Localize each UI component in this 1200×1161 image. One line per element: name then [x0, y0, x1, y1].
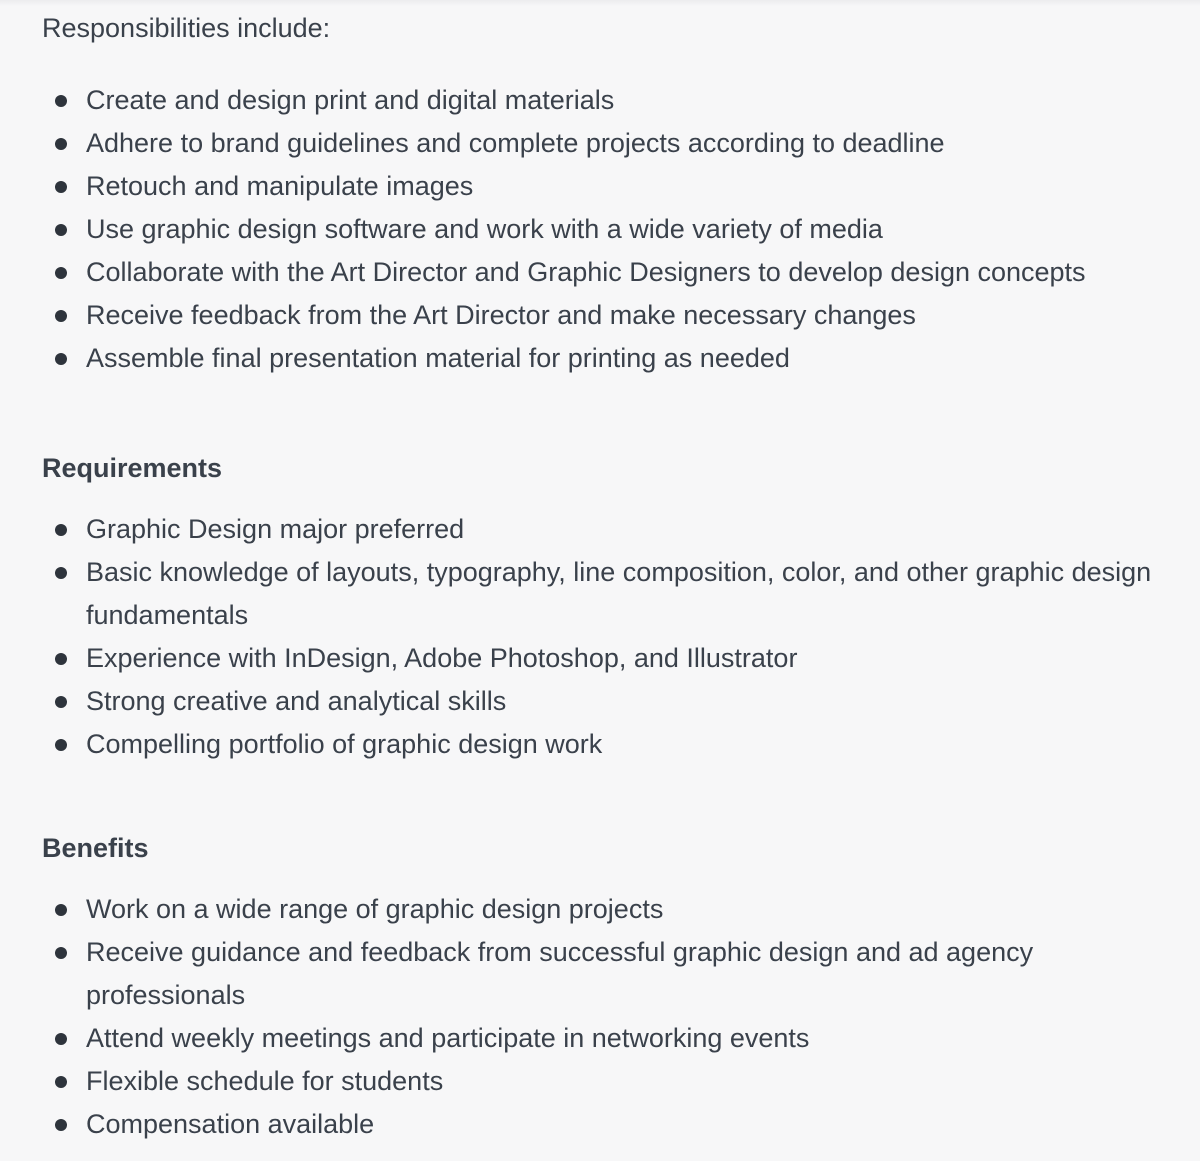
requirements-list [42, 508, 1192, 766]
list-item-text: Basic knowledge of layouts, typography, line composition, color, and other graphic design fundamentals [86, 557, 1152, 630]
bullet-icon [55, 1076, 67, 1088]
list-item-text: Compensation available [86, 1109, 375, 1139]
bullet-icon [55, 138, 67, 150]
list-item-text: Work on a wide range of graphic design projects [86, 894, 664, 924]
list-item [42, 294, 1192, 337]
list-item [42, 931, 1192, 1017]
responsibilities-list [42, 79, 1192, 380]
bullet-icon [55, 267, 67, 279]
list-item-text: Use graphic design software and work with a wide variety of media [86, 214, 883, 244]
list-item-text: Receive guidance and feedback from successful graphic design and ad agency professionals [86, 937, 1034, 1010]
bullet-icon [55, 653, 67, 665]
list-item-text: Receive feedback from the Art Director and make necessary changes [86, 300, 916, 330]
bullet-icon [55, 310, 67, 322]
list-item [42, 723, 1192, 766]
list-item [42, 165, 1192, 208]
list-item [42, 680, 1192, 723]
list-item-text: Experience with InDesign, Adobe Photoshop, and Illustrator [86, 643, 798, 673]
list-item-text: Create and design print and digital materials [86, 85, 615, 115]
bullet-icon [55, 739, 67, 751]
bullet-icon [55, 353, 67, 365]
list-item [42, 79, 1192, 122]
list-item [42, 1103, 1192, 1146]
bullet-icon [55, 567, 67, 579]
list-item [42, 337, 1192, 380]
list-item [42, 251, 1192, 294]
bullet-icon [55, 696, 67, 708]
list-item-text: Retouch and manipulate images [86, 171, 474, 201]
list-item [42, 1017, 1192, 1060]
list-item-text: Flexible schedule for students [86, 1066, 444, 1096]
list-item [42, 637, 1192, 680]
list-item [42, 1060, 1192, 1103]
benefits-heading: Benefits [42, 833, 149, 863]
list-item [42, 551, 1192, 637]
list-item-text: Attend weekly meetings and participate in networking events [86, 1023, 810, 1053]
list-item-text: Collaborate with the Art Director and Graphic Designers to develop design concepts [86, 257, 1086, 287]
bullet-icon [55, 947, 67, 959]
list-item [42, 508, 1192, 551]
benefits-list [42, 888, 1192, 1146]
requirements-heading: Requirements [42, 453, 223, 483]
bullet-icon [55, 524, 67, 536]
bullet-icon [55, 224, 67, 236]
bullet-icon [55, 1033, 67, 1045]
job-description [42, 8, 1192, 1139]
list-item-text: Graphic Design major preferred [86, 514, 465, 544]
responsibilities-intro: Responsibilities include: [42, 13, 331, 43]
list-item [42, 122, 1192, 165]
list-item-text: Strong creative and analytical skills [86, 686, 507, 716]
bullet-icon [55, 904, 67, 916]
list-item-text: Compelling portfolio of graphic design work [86, 729, 603, 759]
bullet-icon [55, 181, 67, 193]
bullet-icon [55, 1119, 67, 1131]
list-item-text: Assemble final presentation material for printing as needed [86, 343, 790, 373]
list-item-text: Adhere to brand guidelines and complete projects according to deadline [86, 128, 945, 158]
bullet-icon [55, 95, 67, 107]
list-item [42, 888, 1192, 931]
top-shadow [0, 0, 1200, 6]
list-item [42, 208, 1192, 251]
